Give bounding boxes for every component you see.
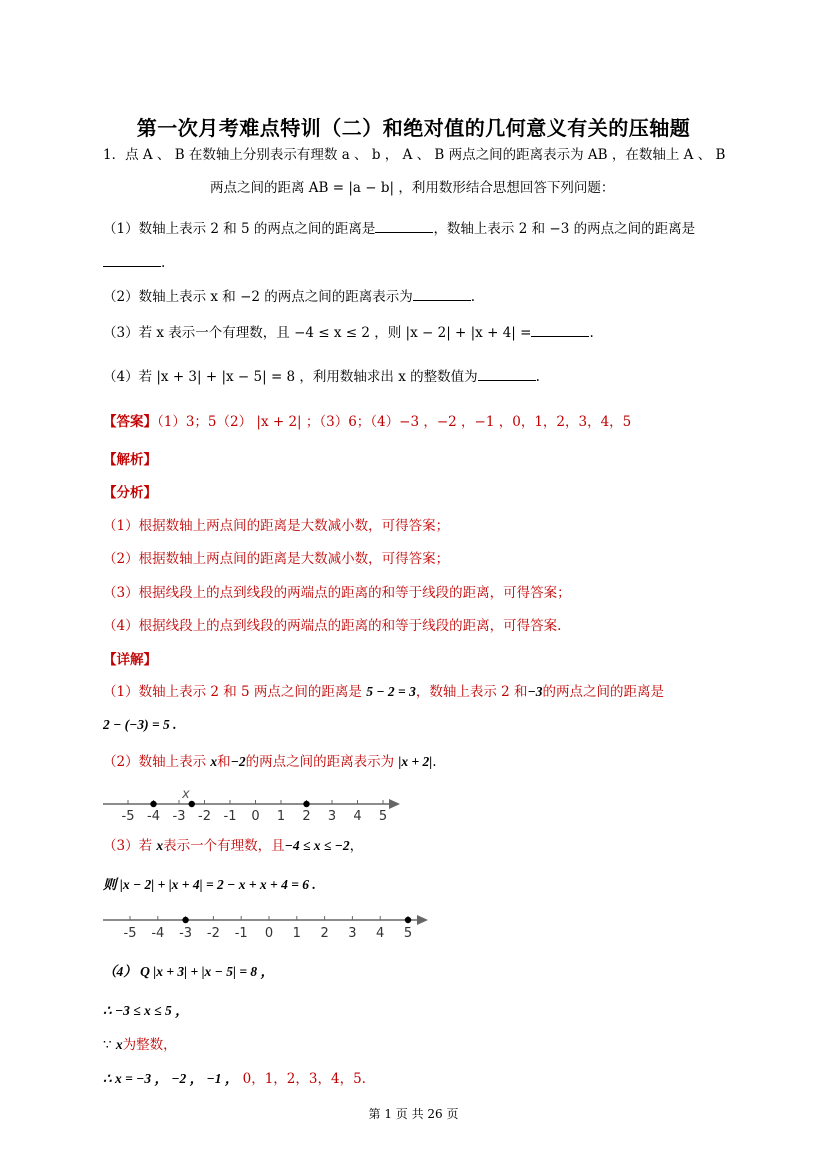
number-line-2-tick-label: -2 [206, 926, 220, 941]
number-line-2-tick-label: 1 [292, 926, 301, 941]
detail-3-math: −4 ≤ x ≤ −2 [284, 838, 350, 853]
answer-label: 【答案】 [103, 414, 157, 430]
question-1 [103, 218, 695, 239]
question-3-text: （3）若 x 表示一个有理数，且 −4 ≤ x ≤ 2 ，则 |x − 2| + |x + 4| = [103, 325, 532, 341]
fenxi-item-1: （1）根据数轴上两点间的距离是大数减小数，可得答案； [103, 518, 450, 534]
number-line-1-point [150, 801, 156, 807]
number-line-2-tick-label: -4 [151, 926, 165, 941]
detail-label: 【详解】 [103, 652, 157, 668]
question-4-text: （4）若 |x + 3| + |x − 5| = 8 ，利用数轴求出 x 的整数值为 [103, 369, 478, 385]
number-line-2-tick-label: 0 [264, 926, 274, 941]
question-2 [103, 286, 475, 307]
detail-1 [103, 682, 664, 702]
period: . [432, 754, 437, 770]
detail-3-result: 则 |x − 2| + |x + 4| = 2 − x + x + 4 = 6 . [103, 877, 316, 892]
page-footer: 第 1 页 共 26 页 [368, 1107, 459, 1121]
answer-blank-1b [103, 252, 161, 267]
number-line-1-tick-label: -2 [198, 809, 211, 824]
period: . [589, 325, 594, 341]
number-line-2 [95, 908, 435, 948]
period: . [470, 289, 476, 305]
arrow-right-icon [389, 799, 400, 809]
problem-intro-line-2: 两点之间的距离 AB = |a − b| ，利用数形结合思想回答下列问题： [210, 180, 615, 196]
detail-3-x: x [156, 838, 164, 853]
detail-1-result: 2 − (−3) = 5 . [103, 717, 177, 732]
period: . [161, 255, 166, 271]
answer-blank-3 [531, 322, 589, 337]
fenxi-label: 【分析】 [103, 485, 157, 501]
detail-2 [103, 752, 437, 772]
detail-1-math-2: −3 [527, 684, 543, 699]
number-line-1 [95, 785, 415, 825]
detail-2-text-b: 和 [217, 754, 231, 770]
number-line-1-tick-label: 2 [302, 809, 311, 824]
detail-1-math-1: 5 − 2 = 3 [366, 684, 416, 699]
period: . [535, 369, 540, 385]
question-1-part-b: ，数轴上表示 2 和 −3 的两点之间的距离是 [433, 221, 696, 237]
detail-2-text-c: 的两点之间的距离表示为 [245, 754, 395, 770]
because-symbol: ∵ [103, 1037, 116, 1053]
detail-4-text: 为整数， [122, 1037, 177, 1053]
number-line-2-point [182, 917, 188, 923]
number-line-2-tick-label: -5 [123, 926, 137, 941]
answer-blank-4 [478, 366, 536, 381]
detail-3-text-b: 表示一个有理数，且 [163, 838, 285, 854]
detail-4-line-1: （4） Q |x + 3| + |x − 5| = 8 ， [103, 964, 275, 979]
question-2-text: （2）数轴上表示 x 和 −2 的两点之间的距离表示为 [103, 289, 413, 305]
number-line-1-tick-label: 5 [378, 809, 388, 824]
number-line-2-tick-label: -1 [234, 926, 248, 941]
detail-4-line-2: ∴ −3 ≤ x ≤ 5 ， [103, 1003, 189, 1018]
question-1-continued [103, 252, 165, 273]
number-line-1-tick-label: 4 [353, 809, 362, 824]
number-line-2-tick-label: 5 [403, 926, 413, 941]
answer-blank-2 [413, 286, 471, 301]
detail-2-x: x [210, 754, 218, 769]
number-line-2-tick-label: 2 [320, 926, 329, 941]
fenxi-item-3: （3）根据线段上的点到线段的两端点的距离的和等于线段的距离，可得答案； [103, 585, 571, 601]
detail-1-text-c: 的两点之间的距离是 [542, 684, 664, 700]
question-3 [103, 322, 594, 343]
number-line-1-tick-label: -5 [121, 809, 135, 824]
number-line-2-tick-label: -3 [179, 926, 193, 941]
fenxi-item-2: （2）根据数轴上两点间的距离是大数减小数，可得答案； [103, 551, 450, 567]
comma: ， [349, 838, 364, 854]
detail-3 [103, 836, 363, 856]
number-line-2-tick-label: 4 [376, 926, 385, 941]
number-line-1-tick-label: 1 [276, 809, 286, 824]
detail-2-text-a: （2）数轴上表示 [103, 754, 207, 770]
detail-4-x: x [115, 1037, 123, 1052]
number-line-1-tick-label: -1 [223, 809, 237, 824]
fenxi-item-4: （4）根据线段上的点到线段的两端点的距离的和等于线段的距离，可得答案. [103, 618, 562, 634]
number-line-1-x-label: x [182, 787, 190, 802]
detail-4-result-math: ∴ x = −3 ， −2 ， −1 ， [103, 1071, 239, 1086]
detail-1-text-b: ，数轴上表示 2 和 [415, 684, 528, 700]
number-line-1-point [303, 801, 309, 807]
number-line-1-tick-label: 0 [251, 809, 260, 824]
answer-line [103, 412, 631, 432]
detail-4-line-3 [103, 1035, 177, 1055]
detail-2-abs: |x + 2| [398, 754, 433, 769]
question-1-part-a: （1）数轴上表示 2 和 5 的两点之间的距离是 [103, 221, 376, 237]
arrow-right-icon [417, 915, 428, 925]
analysis-label: 【解析】 [103, 452, 157, 468]
number-line-1-tick-label: 3 [327, 809, 337, 824]
number-line-2-tick-label: 3 [348, 926, 357, 941]
detail-1-text-a: （1）数轴上表示 2 和 5 两点之间的距离是 [103, 684, 362, 700]
answer-text: （1）3；5（2） |x + 2| ；（3）6；（4）−3 ，−2 ，−1 ，0，1，2，3，4，5 [157, 414, 632, 430]
number-line-1-tick-label: -4 [147, 809, 160, 824]
detail-4-line-4 [103, 1069, 366, 1089]
question-4 [103, 366, 540, 387]
problem-intro-line-1: 1．点 A 、 B 在数轴上分别表示有理数 a 、 b ， A 、 B 两点之间的距离表示为 AB ，在数轴上 A 、 B [103, 147, 726, 163]
detail-3-text-a: （3）若 [103, 838, 153, 854]
number-line-1-tick-label: -3 [172, 809, 186, 824]
page-title: 第一次月考难点特训（二）和绝对值的几何意义有关的压轴题 [136, 116, 691, 140]
number-line-2-point [405, 917, 411, 923]
detail-4-result-text: 0，1，2，3，4，5. [242, 1071, 366, 1087]
detail-2-math: −2 [230, 754, 246, 769]
answer-blank-1a [375, 218, 433, 233]
